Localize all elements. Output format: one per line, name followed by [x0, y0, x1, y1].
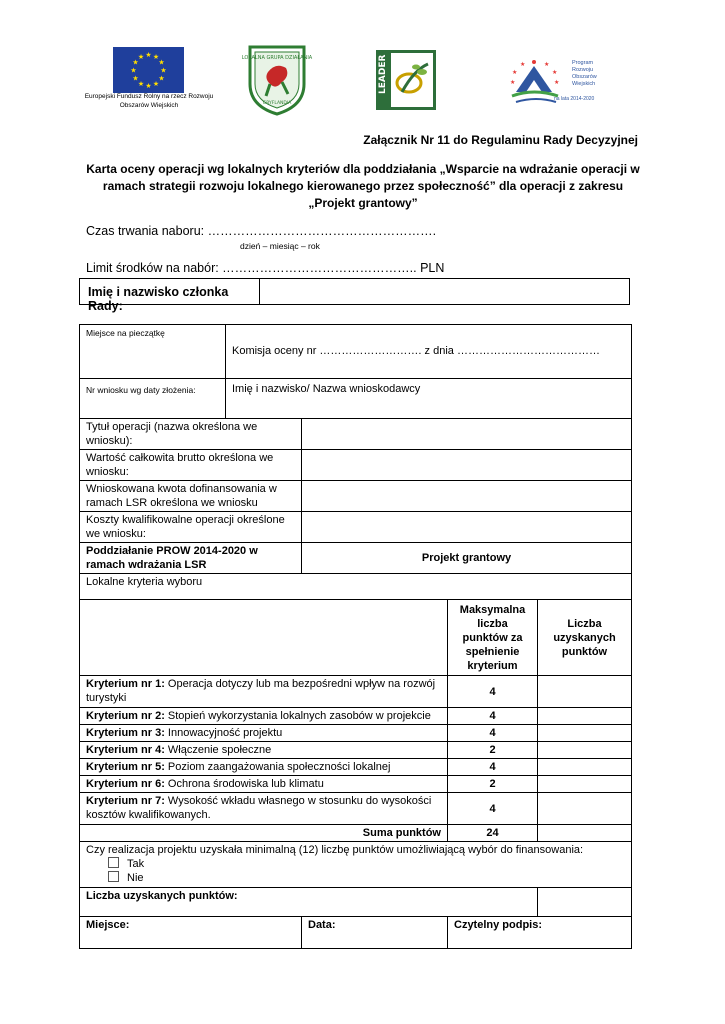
svg-text:★: ★ [552, 69, 558, 76]
prow-line: Wiejskich [572, 81, 596, 87]
prow-line: Program [572, 60, 594, 66]
option-no-label: Nie [127, 872, 144, 884]
app-no-label: Nr wniosku wg daty złożenia: [86, 385, 196, 395]
signature-field[interactable]: Czytelny podpis: [448, 917, 632, 949]
member-name-box [79, 278, 630, 313]
criterion-text: Poziom zaangażowania społeczności lokalnej [164, 761, 391, 773]
project-type: Projekt grantowy [302, 543, 632, 574]
member-name-label: Imię i nazwisko członka Rady: [80, 279, 260, 304]
applicant-label: Imię i nazwisko/ Nazwa wnioskodawcy [232, 383, 421, 395]
criterion-max: 2 [448, 742, 538, 759]
sum-score-input[interactable] [538, 825, 632, 842]
info-label-eligible: Koszty kwalifikowalne operacji określone we wniosku: [80, 512, 302, 543]
eu-flag-logo [113, 47, 184, 93]
svg-text:★: ★ [510, 79, 516, 86]
document-title: Karta oceny operacji wg lokalnych kryteriów dla poddziałania „Wsparcie na wdrażanie operacji w ramach strategii rozwoju lokalnego kierowanego przez społeczność” dla operacji z zakresu „Projekt grantowy” [86, 162, 640, 210]
app-no-cell[interactable] [80, 379, 226, 419]
applicant-cell[interactable] [226, 379, 632, 419]
stamp-label: Miejsce na pieczątkę [86, 328, 165, 338]
subaction-label: Poddziałanie PROW 2014-2020 w ramach wdrażania LSR [80, 543, 302, 574]
criterion-row [80, 742, 632, 759]
criterion-text: Wysokość wkładu własnego w stosunku do wysokości kosztów kwalifikowanych. [86, 795, 432, 821]
criterion-text: Włączenie społeczne [164, 744, 272, 756]
criterion-score-input[interactable] [538, 793, 632, 825]
info-value-gross[interactable] [302, 450, 632, 481]
criterion-max: 2 [448, 776, 538, 793]
info-label-title: Tytuł operacji (nazwa określona we wniosku): [80, 419, 302, 450]
criterion-score-input[interactable] [538, 759, 632, 776]
svg-text:★: ★ [152, 80, 160, 88]
criterion-row [80, 725, 632, 742]
checkbox-icon[interactable] [108, 857, 119, 868]
criterion-max: 4 [448, 676, 538, 708]
criterion-row [80, 776, 632, 793]
info-label-grant: Wnioskowana kwota dofinansowania w ramach LSR określona we wniosku [80, 481, 302, 512]
criterion-score-input[interactable] [538, 725, 632, 742]
prow-years: na lata 2014-2020 [554, 96, 595, 102]
criterion-label: Kryterium nr 7: [86, 795, 165, 807]
svg-text:★: ★ [520, 61, 526, 68]
lgd-logo [241, 44, 313, 116]
criterion-max: 4 [448, 708, 538, 725]
obtained-points-input[interactable] [538, 888, 632, 917]
criterion-label: Kryterium nr 6: [86, 778, 165, 790]
evaluation-table [79, 324, 632, 949]
info-value-grant[interactable] [302, 481, 632, 512]
sum-label: Suma punktów [80, 825, 448, 842]
svg-text:★: ★ [160, 66, 167, 75]
option-no[interactable] [86, 871, 625, 885]
svg-text:★: ★ [554, 79, 560, 86]
local-criteria-label: Lokalne kryteria wyboru [80, 574, 632, 600]
prow-line: Rozwoju [572, 67, 594, 73]
criterion-text: Operacja dotyczy lub ma bezpośredni wpływ na rozwój turystyki [86, 678, 436, 704]
criteria-header-blank [80, 600, 448, 676]
info-value-title[interactable] [302, 419, 632, 450]
max-points-header: Maksymalna liczba punktów za spełnienie kryterium [448, 600, 538, 676]
recruitment-period-field[interactable]: Czas trwania naboru: ………………………………………………. [86, 224, 437, 238]
place-field[interactable]: Miejsce: [80, 917, 302, 949]
criterion-row [80, 676, 632, 708]
annex-label: Załącznik Nr 11 do Regulaminu Rady Decyzyjnej [363, 133, 638, 147]
svg-text:★: ★ [145, 82, 152, 90]
criterion-label: Kryterium nr 3: [86, 727, 165, 739]
criterion-label: Kryterium nr 2: [86, 710, 165, 722]
svg-text:★: ★ [137, 53, 145, 61]
svg-text:★: ★ [132, 74, 139, 83]
info-label-gross: Wartość całkowita brutto określona we wniosku: [80, 450, 302, 481]
info-value-eligible[interactable] [302, 512, 632, 543]
sum-value: 24 [448, 825, 538, 842]
criterion-score-input[interactable] [538, 742, 632, 759]
eu-caption: Europejski Fundusz Rolny na rzecz Rozwoju Obszarów Wiejskich [84, 93, 214, 109]
criterion-label: Kryterium nr 5: [86, 761, 165, 773]
date-format-hint: dzień – miesiąc – rok [240, 241, 320, 251]
criterion-max: 4 [448, 793, 538, 825]
criterion-text: Ochrona środowiska lub klimatu [164, 778, 324, 790]
commission-cell[interactable] [226, 325, 632, 379]
criterion-score-input[interactable] [538, 708, 632, 725]
svg-text:★: ★ [158, 58, 165, 67]
criterion-label: Kryterium nr 1: [86, 678, 165, 690]
checkbox-icon[interactable] [108, 871, 119, 882]
funds-limit-field[interactable]: Limit środków na nabór: ……………………………………….. PLN [86, 261, 445, 275]
svg-text:★: ★ [132, 58, 139, 67]
criterion-text: Stopień wykorzystania lokalnych zasobów w projekcie [164, 710, 431, 722]
lgd-text-top: LOKALNA GRUPA DZIAŁANIA [241, 55, 313, 61]
minimum-question-cell [80, 842, 632, 888]
criterion-score-input[interactable] [538, 676, 632, 708]
svg-text:★: ★ [137, 80, 145, 88]
option-yes[interactable] [86, 857, 625, 871]
svg-text:★: ★ [544, 61, 550, 68]
leader-text: LEADER [378, 54, 388, 94]
svg-text:★: ★ [152, 53, 160, 61]
criterion-label: Kryterium nr 4: [86, 744, 165, 756]
leader-logo [376, 50, 436, 110]
criterion-max: 4 [448, 759, 538, 776]
criterion-row [80, 759, 632, 776]
criterion-row [80, 793, 632, 825]
lgd-text-bottom: GRYFLANDIA [262, 101, 292, 106]
criterion-max: 4 [448, 725, 538, 742]
prow-line: Obszarów [572, 74, 597, 80]
member-name-input[interactable] [260, 279, 629, 304]
commission-text: Komisja oceny nr ………………………. z dnia ………………………………… [232, 345, 600, 357]
obtained-points-label: Liczba uzyskanych punktów: [80, 888, 538, 917]
date-field[interactable]: Data: [302, 917, 448, 949]
stamp-cell [80, 325, 226, 379]
criterion-row [80, 708, 632, 725]
svg-text:★: ★ [130, 66, 137, 75]
minimum-question: Czy realizacja projektu uzyskała minimalną (12) liczbę punktów umożliwiającą wybór do finansowania: [86, 844, 584, 856]
obtained-points-header: Liczba uzyskanych punktów [538, 600, 632, 676]
svg-text:★: ★ [158, 74, 165, 83]
option-yes-label: Tak [127, 858, 145, 870]
criterion-score-input[interactable] [538, 776, 632, 793]
svg-text:★: ★ [145, 51, 152, 59]
prow-logo [508, 52, 604, 110]
svg-text:★: ★ [512, 69, 518, 76]
criterion-text: Innowacyjność projektu [164, 727, 283, 739]
